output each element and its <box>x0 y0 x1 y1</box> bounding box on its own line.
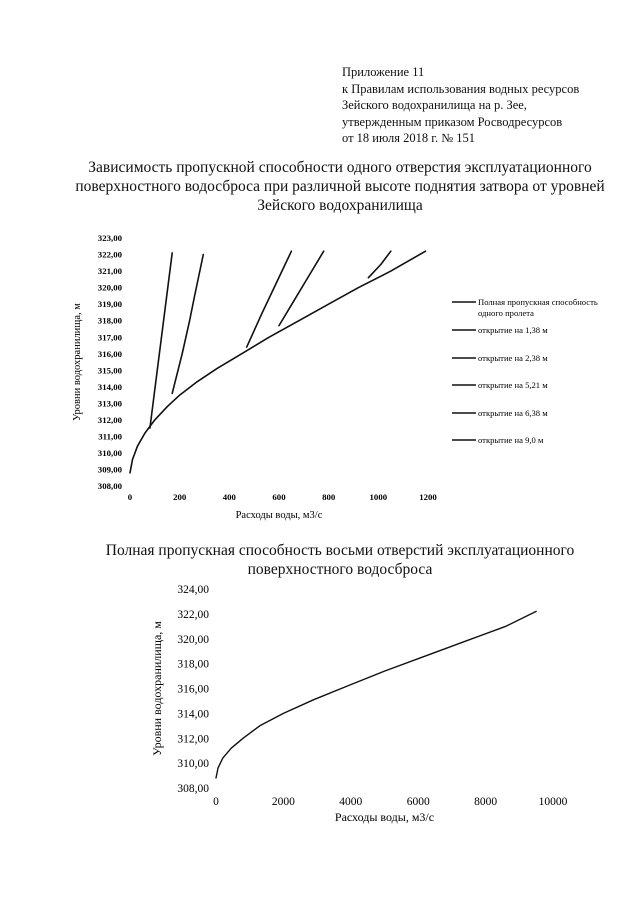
y-tick-label: 315,00 <box>97 365 122 376</box>
chart1-title-line: поверхностного водосброса при различной высоте поднятия затвора от уровней <box>75 178 605 195</box>
y-tick-label: 316,00 <box>97 348 122 359</box>
x-tick-label: 1000 <box>369 492 388 502</box>
legend-label: Полная пропускная способность <box>478 297 598 307</box>
legend-label: открытие на 1,38 м <box>478 325 548 335</box>
chart1-title-line: Зависимость пропускной способности одного отверстия эксплуатационного <box>88 159 592 176</box>
y-tick-label: 309,00 <box>97 464 122 475</box>
y-tick-label: 322,00 <box>97 249 122 260</box>
y-tick-label: 308,00 <box>97 481 122 492</box>
appendix-line: Приложение 11 <box>342 65 425 79</box>
legend-label: открытие на 5,21 м <box>478 380 548 390</box>
y-tick-label: 318,00 <box>97 315 122 326</box>
y-tick-label: 318,00 <box>177 658 209 671</box>
y-tick-label: 319,00 <box>97 299 122 310</box>
chart2-title-line: Полная пропускная способность восьми отверстий эксплуатационного <box>105 542 575 559</box>
legend-label: открытие на 6,38 м <box>478 408 548 418</box>
y-tick-label: 310,00 <box>97 448 122 459</box>
y-tick-label: 310,00 <box>177 758 209 771</box>
legend-label: одного пролета <box>478 308 534 318</box>
appendix-line: Зейского водохранилища на р. Зее, <box>342 98 527 112</box>
x-axis-label: Расходы воды, м3/с <box>235 510 323 521</box>
y-tick-label: 312,00 <box>97 414 122 425</box>
y-tick-label: 317,00 <box>97 332 122 343</box>
y-tick-label: 316,00 <box>177 683 209 696</box>
x-tick-label: 10000 <box>538 796 568 808</box>
legend-label: открытие на 2,38 м <box>478 353 548 363</box>
x-tick-label: 800 <box>322 492 336 502</box>
y-tick-label: 320,00 <box>177 633 209 646</box>
y-axis-label: Уровни водохранилища, м <box>150 621 164 756</box>
y-tick-label: 322,00 <box>177 608 209 621</box>
x-tick-label: 1200 <box>419 492 437 502</box>
y-tick-label: 324,00 <box>177 584 209 597</box>
series-line <box>216 611 536 778</box>
y-tick-label: 312,00 <box>177 733 209 746</box>
x-tick-label: 200 <box>173 492 187 502</box>
chart1-title-line: Зейского водохранилища <box>257 197 423 214</box>
x-tick-label: 8000 <box>474 796 498 808</box>
x-tick-label: 600 <box>272 492 286 502</box>
appendix-line: от 18 июля 2018 г. № 151 <box>342 131 476 145</box>
y-tick-label: 321,00 <box>97 266 122 277</box>
x-tick-label: 0 <box>213 796 219 808</box>
x-axis-label: Расходы воды, м3/с <box>334 810 435 824</box>
x-tick-label: 0 <box>127 492 133 502</box>
x-tick-label: 2000 <box>271 796 295 808</box>
y-tick-label: 313,00 <box>97 398 122 409</box>
y-tick-label: 323,00 <box>97 233 122 244</box>
y-axis-label: Уровни водохранилища, м <box>72 303 83 421</box>
appendix-line: к Правилам использования водных ресурсов <box>342 81 580 96</box>
x-tick-label: 4000 <box>339 796 363 808</box>
chart2-title-line: поверхностного водосброса <box>247 561 433 578</box>
y-tick-label: 314,00 <box>177 708 209 721</box>
x-tick-label: 400 <box>222 492 236 502</box>
appendix-line: утвержденным приказом Росводресурсов <box>342 114 563 129</box>
x-tick-label: 6000 <box>406 796 430 808</box>
y-tick-label: 308,00 <box>177 783 209 796</box>
y-tick-label: 314,00 <box>97 381 122 392</box>
y-tick-label: 311,00 <box>98 431 122 442</box>
y-tick-label: 320,00 <box>97 282 122 293</box>
legend-label: открытие на 9,0 м <box>478 435 544 445</box>
